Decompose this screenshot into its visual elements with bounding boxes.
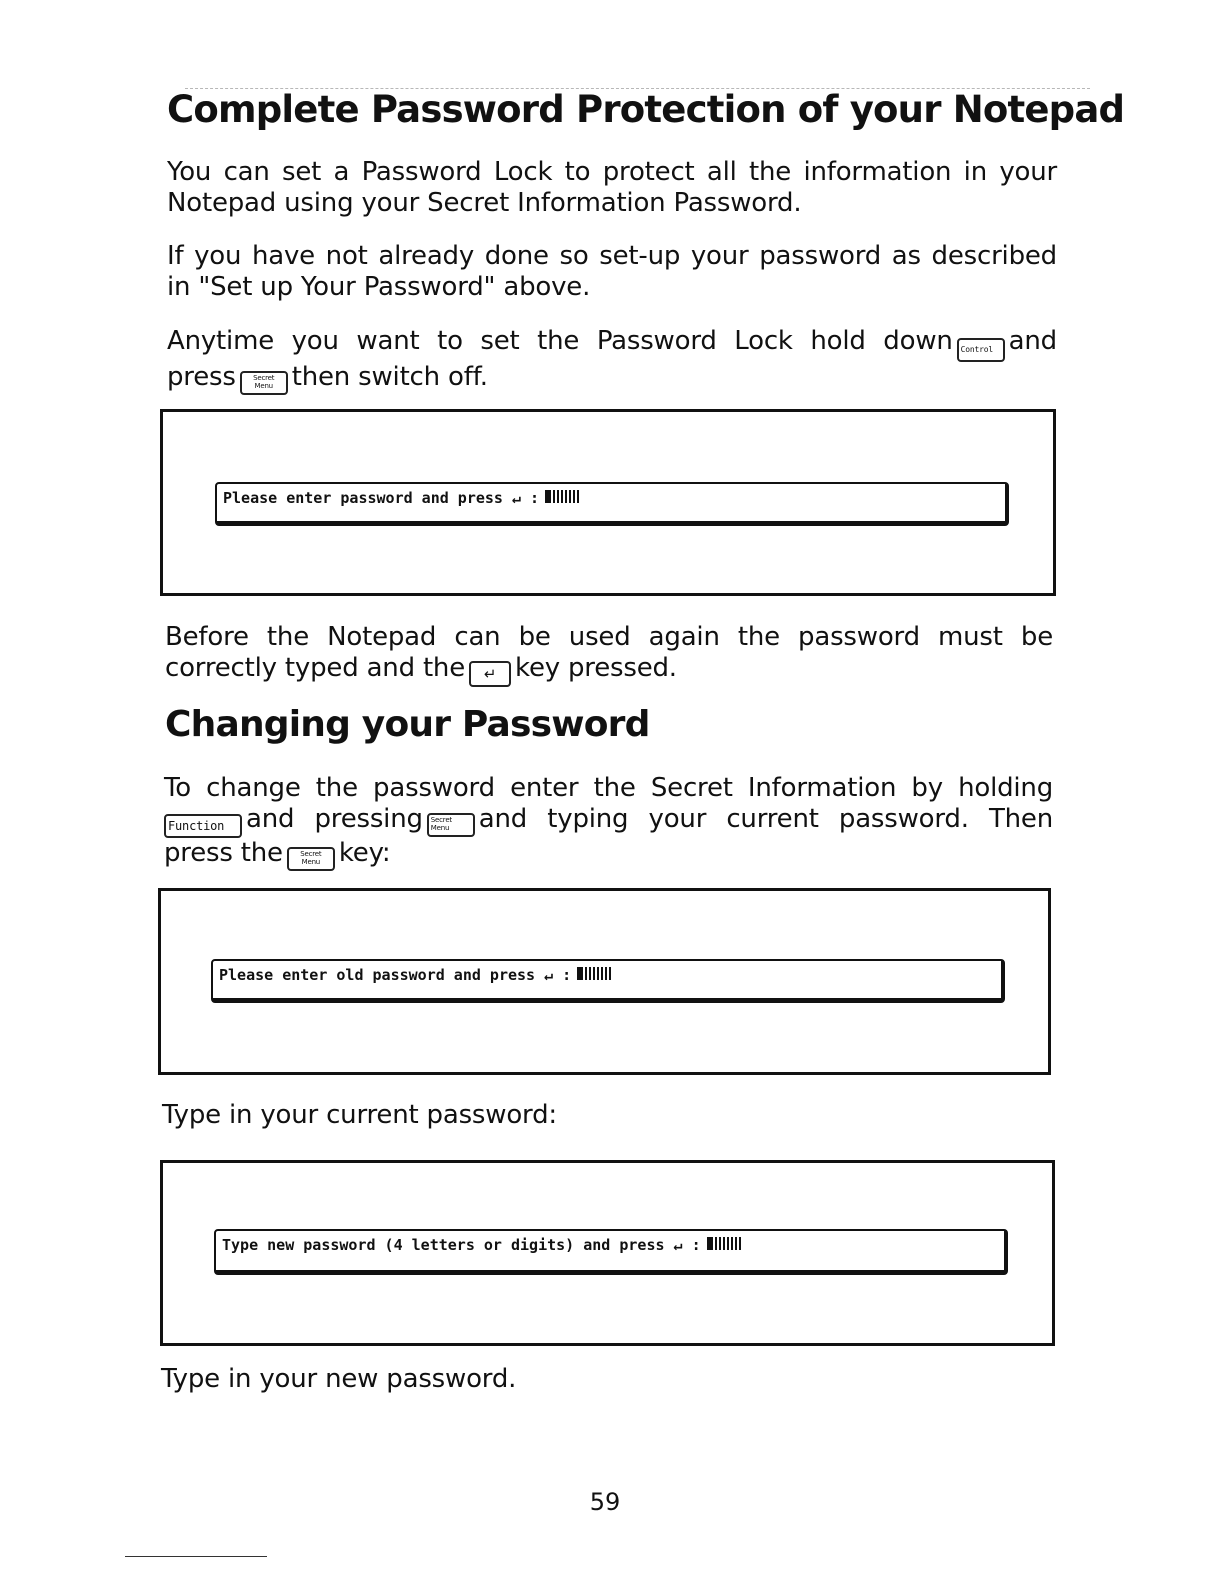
new-password-prompt-text: Type new password (4 letters or digits) and press ↵ :	[222, 1236, 701, 1254]
caption-new-text: Type in your new password.	[161, 1364, 517, 1394]
old-password-prompt-field[interactable]	[211, 959, 1005, 1003]
password-prompt-text: Please enter password and press ↵ :	[223, 489, 540, 507]
unlock-line-2-text: correctly typed and the	[165, 653, 466, 683]
cursor-icon	[577, 967, 613, 980]
change-line-3-end: key:	[338, 838, 391, 868]
function-key-icon: Function	[164, 814, 242, 838]
lock-line-1	[167, 326, 1057, 362]
change-line-3-text: press the	[164, 838, 283, 868]
enter-key-icon: ↵	[469, 661, 511, 687]
caption-new-password	[161, 1364, 1041, 1395]
password-prompt-field[interactable]	[215, 482, 1009, 526]
lock-line-1-and: and	[1008, 326, 1057, 356]
section-heading-changing: Changing your Password	[165, 704, 650, 745]
footer-rule	[125, 1556, 267, 1557]
screen-password-lock	[160, 409, 1056, 596]
secret-menu-key-icon	[240, 371, 288, 395]
new-password-prompt-field[interactable]	[214, 1229, 1008, 1275]
setup-paragraph	[167, 241, 1057, 303]
setup-line-1: If you have not already done so set-up your password as described	[167, 241, 1057, 271]
lock-line-2-press: press	[167, 362, 236, 392]
control-key-icon: Control	[957, 338, 1005, 362]
secret-key-bottom-label: Menu	[301, 858, 321, 866]
old-password-prompt-text: Please enter old password and press ↵ :	[219, 966, 572, 984]
caption-current-password	[162, 1100, 1042, 1131]
setup-line-2: in "Set up Your Password" above.	[167, 272, 591, 302]
intro-line-2: Notepad using your Secret Information Password.	[167, 188, 802, 218]
secret-menu-key-icon	[287, 847, 335, 871]
screen-new-password	[160, 1160, 1055, 1346]
secret-key-top-label: Secret	[300, 850, 322, 858]
lock-paragraph	[167, 326, 1057, 395]
intro-paragraph	[167, 157, 1057, 219]
unlock-line-1: Before the Notepad can be used again the password must be	[165, 622, 1053, 652]
lock-line-2	[167, 362, 1057, 395]
change-line-2-pressing: and pressing	[246, 804, 423, 834]
cursor-icon	[707, 1237, 743, 1250]
unlock-line-2	[165, 653, 1053, 687]
cursor-icon	[545, 490, 581, 503]
secret-key-bottom-label: Menu	[430, 824, 450, 832]
change-paragraph	[164, 773, 1053, 871]
secret-menu-key-icon	[427, 813, 475, 837]
lock-line-1-text: Anytime you want to set the Password Lock hold down	[167, 326, 953, 356]
secret-key-top-label: Secret	[430, 816, 452, 824]
unlock-line-2-end: key pressed.	[515, 653, 677, 683]
page-number: 59	[589, 1488, 621, 1516]
change-line-1: To change the password enter the Secret Information by holding	[164, 773, 1053, 803]
intro-line-1: You can set a Password Lock to protect all the information in your	[167, 157, 1057, 187]
screen-old-password	[158, 888, 1051, 1075]
page-title: Complete Password Protection of your Notepad	[167, 88, 1125, 131]
lock-line-2-text: then switch off.	[291, 362, 488, 392]
caption-current-text: Type in your current password:	[162, 1100, 557, 1130]
change-line-3	[164, 838, 1053, 871]
secret-key-top-label: Secret	[253, 374, 275, 382]
change-line-2	[164, 804, 1053, 838]
secret-key-bottom-label: Menu	[254, 382, 273, 390]
change-line-2-text: and typing your current password. Then	[478, 804, 1053, 834]
unlock-paragraph	[165, 622, 1053, 687]
